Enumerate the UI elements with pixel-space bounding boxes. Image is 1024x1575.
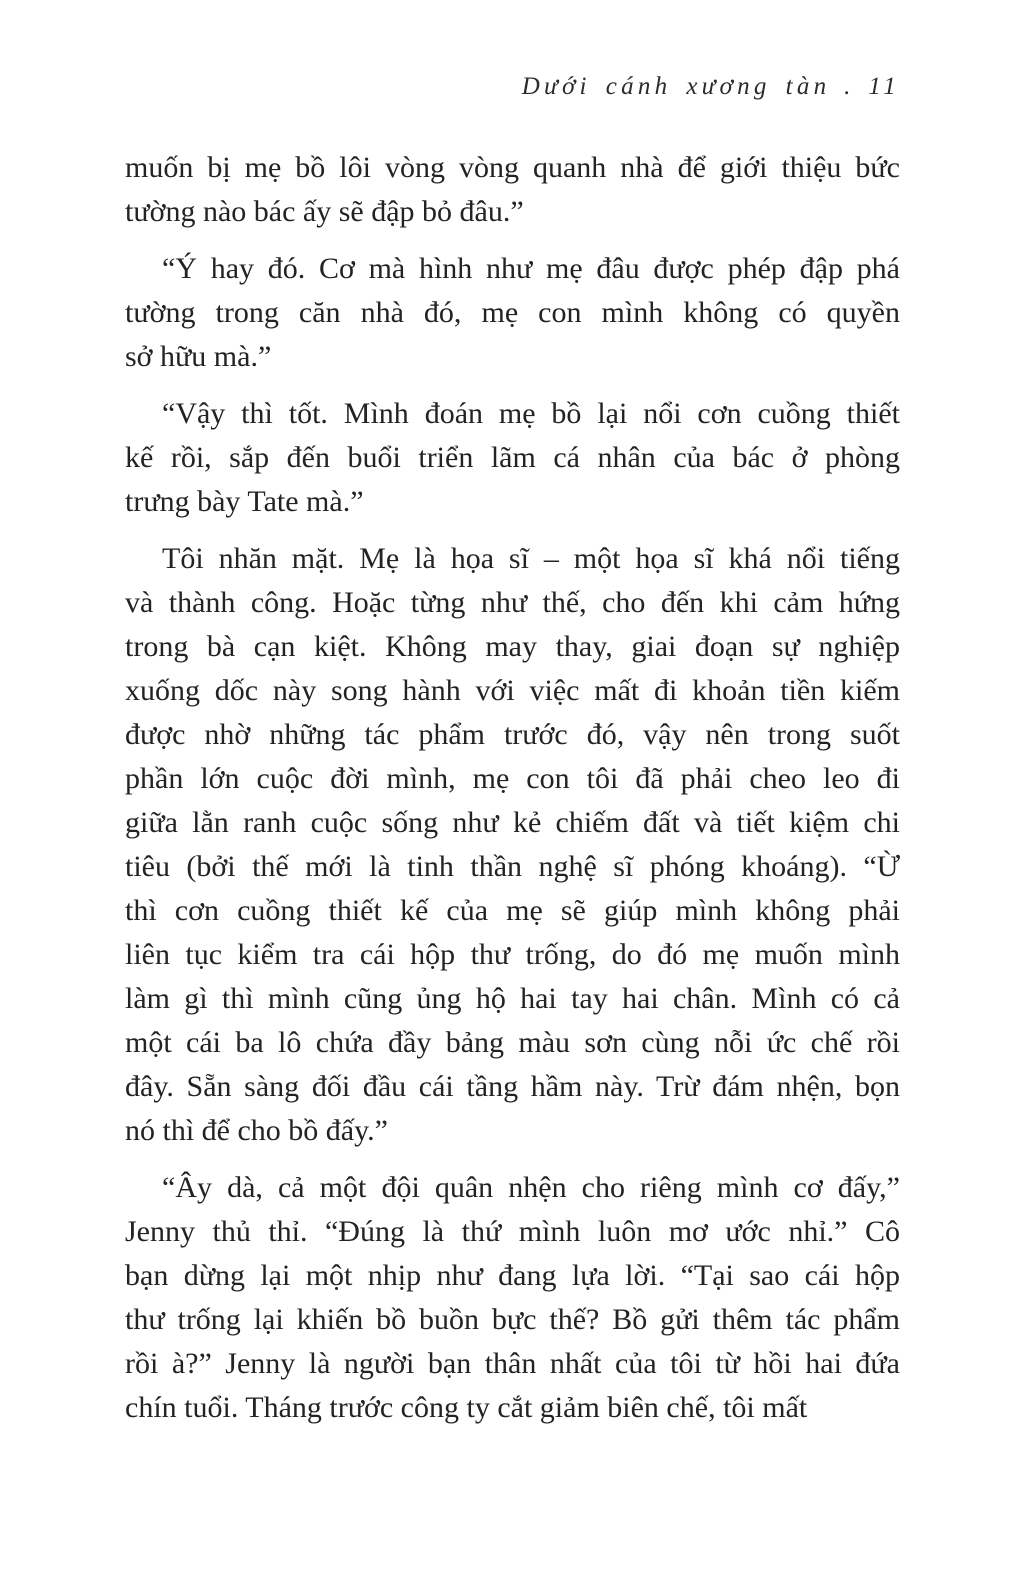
text-line: Jenny thủ thỉ. “Đúng là thứ mình luôn mơ ước nhỉ.” Cô [125, 1215, 900, 1248]
text-line: nó thì để cho bồ đấy.” [125, 1114, 388, 1147]
text-line: tường nào bác ấy sẽ đập bỏ đâu.” [125, 195, 524, 228]
text-line: xuống dốc này song hành với việc mất đi khoản tiền kiếm [125, 674, 900, 707]
paragraph [125, 247, 900, 379]
page-number: 11 [868, 73, 900, 100]
paragraph [125, 392, 900, 524]
text-line: “Vậy thì tốt. Mình đoán mẹ bồ lại nổi cơn cuồng thiết [162, 397, 900, 430]
text-line: “Ý hay đó. Cơ mà hình như mẹ đâu được phép đập phá [162, 252, 900, 285]
text-line: và thành công. Hoặc từng như thế, cho đến khi cảm hứng [125, 586, 900, 619]
text-line: thì cơn cuồng thiết kế của mẹ sẽ giúp mình không phải [125, 894, 900, 927]
text-line: chín tuổi. Tháng trước công ty cắt giảm biên chế, tôi mất [125, 1391, 808, 1424]
text-line: trưng bày Tate mà.” [125, 485, 364, 518]
running-header-separator: . [844, 73, 855, 100]
text-line: tường trong căn nhà đó, mẹ con mình không có quyền [125, 296, 900, 329]
text-line: đây. Sẵn sàng đối đầu cái tầng hầm này. Trừ đám nhện, bọn [125, 1070, 900, 1103]
running-header [125, 72, 900, 102]
text-line: thư trống lại khiến bồ buồn bực thế? Bồ gửi thêm tác phẩm [125, 1303, 900, 1336]
text-line: làm gì thì mình cũng ủng hộ hai tay hai chân. Mình có cả [125, 982, 900, 1015]
paragraph [125, 1166, 900, 1430]
text-line: liên tục kiểm tra cái hộp thư trống, do đó mẹ muốn mình [125, 938, 900, 971]
text-line: kế rồi, sắp đến buổi triển lãm cá nhân của bác ở phòng [125, 441, 900, 474]
text-line: tiêu (bởi thế mới là tinh thần nghệ sĩ phóng khoáng). “Ừ [125, 850, 900, 883]
text-line: được nhờ những tác phẩm trước đó, vậy nên trong suốt [125, 718, 900, 751]
text-line: một cái ba lô chứa đầy bảng màu sơn cùng nỗi ức chế rồi [125, 1026, 900, 1059]
text-line: “Ây dà, cả một đội quân nhện cho riêng mình cơ đấy,” [162, 1171, 900, 1204]
text-line: rồi à?” Jenny là người bạn thân nhất của tôi từ hồi hai đứa [125, 1347, 900, 1380]
running-header-title: Dưới cánh xương tàn [521, 73, 831, 100]
paragraph [125, 146, 900, 234]
text-line: bạn dừng lại một nhịp như đang lựa lời. “Tại sao cái hộp [125, 1259, 900, 1292]
text-line: giữa lằn ranh cuộc sống như kẻ chiếm đất và tiết kiệm chi [125, 806, 900, 839]
text-line: trong bà cạn kiệt. Không may thay, giai đoạn sự nghiệp [125, 630, 900, 663]
text-line: sở hữu mà.” [125, 340, 272, 373]
text-line: Tôi nhăn mặt. Mẹ là họa sĩ – một họa sĩ khá nổi tiếng [162, 542, 900, 575]
paragraph [125, 537, 900, 1153]
text-line: muốn bị mẹ bồ lôi vòng vòng quanh nhà để giới thiệu bức [125, 151, 900, 184]
text-line: phần lớn cuộc đời mình, mẹ con tôi đã phải cheo leo đi [125, 762, 900, 795]
page-text [125, 146, 900, 1430]
